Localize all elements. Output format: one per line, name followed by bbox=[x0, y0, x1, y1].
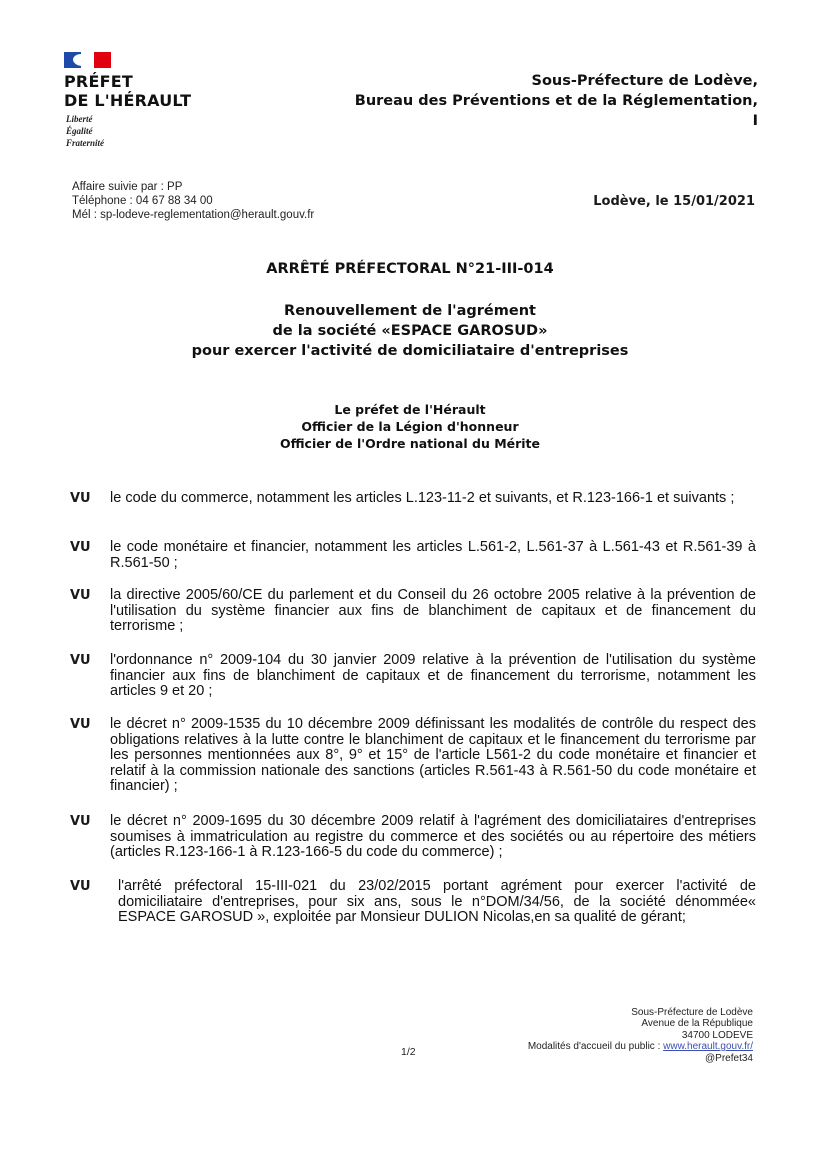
office-line-2: Bureau des Préventions et de la Réglementation, bbox=[354, 93, 758, 109]
contact-telephone: Téléphone : 04 67 88 34 00 bbox=[72, 195, 213, 207]
visa-text: l'ordonnance n° 2009-104 du 30 janvier 2009 relative à la prévention de l'utilisation du système financier aux fins de blanchiment de capitaux et de financement du terrorisme, notamment les articles 9 et 20 ; bbox=[110, 652, 756, 699]
subject-line-1: Renouvellement de l'agrément bbox=[284, 303, 536, 319]
office-line-1: Sous-Préfecture de Lodève, bbox=[531, 73, 758, 89]
logo-line-1: PRÉFET bbox=[64, 72, 133, 91]
prefet-line-2: Officier de la Légion d'honneur bbox=[301, 419, 519, 434]
marianne-flag-icon bbox=[64, 52, 111, 68]
visa-label: VU bbox=[70, 717, 91, 732]
visa-label: VU bbox=[70, 588, 91, 603]
page-number: 1/2 bbox=[401, 1046, 416, 1058]
visa-text: le code du commerce, notamment les articles L.123-11-2 et suivants, et R.123-166-1 et suivants ; bbox=[110, 490, 735, 506]
visa-label: VU bbox=[70, 491, 91, 506]
office-line-3: I bbox=[752, 113, 758, 129]
contact-affaire: Affaire suivie par : PP bbox=[72, 181, 183, 193]
visa-text: l'arrêté préfectoral 15-III-021 du 23/02/2015 portant agrément pour exercer l'activité de domiciliataire d'entreprises, pour six ans, sous le n°DOM/34/56, de la société dénommée« ESPACE GAROSUD », exploitée par Monsieur DULION Nicolas,en sa qualité de gérant; bbox=[118, 878, 756, 925]
subject-line-3: pour exercer l'activité de domiciliataire d'entreprises bbox=[191, 343, 629, 359]
footer-modalites bbox=[528, 1041, 753, 1052]
motto-fraternite: Fraternité bbox=[66, 138, 105, 148]
visa-label: VU bbox=[70, 653, 91, 668]
visa-label: VU bbox=[70, 879, 91, 894]
visa-text: le décret n° 2009-1535 du 10 décembre 2009 définissant les modalités de contrôle du respect des obligations relatives à la lutte contre le blanchiment de capitaux et le financement du terrorisme par les personnes mentionnées aux 8°, 9° et 15° de l'article L561-2 du code monétaire et financier et relatif à la commission nationale des sanctions (articles R.561-43 à R.561-50 du code monétaire et financier) ; bbox=[110, 716, 756, 794]
subject-line-2: de la société «ESPACE GAROSUD» bbox=[272, 323, 548, 339]
prefet-line-3: Officier de l'Ordre national du Mérite bbox=[279, 436, 541, 451]
logo-line-2: DE L'HÉRAULT bbox=[64, 91, 192, 110]
footer-line-1: Sous-Préfecture de Lodève bbox=[631, 1007, 753, 1018]
footer-twitter: @Prefet34 bbox=[705, 1052, 753, 1064]
visa-text: le code monétaire et financier, notamment les articles L.561-2, L.561-37 à L.561-43 et R.561-39 à R.561-50 ; bbox=[110, 539, 756, 571]
visa-label: VU bbox=[70, 540, 91, 555]
footer-line-3: 34700 LODEVE bbox=[681, 1029, 753, 1041]
contact-email[interactable]: Mél : sp-lodeve-reglementation@herault.gouv.fr bbox=[72, 209, 315, 221]
footer-modalites-label: Modalités d'accueil du public : bbox=[527, 1041, 664, 1053]
prefet-line-1: Le préfet de l'Hérault bbox=[334, 402, 486, 417]
footer-line-2: Avenue de la République bbox=[641, 1018, 753, 1030]
document-date: Lodève, le 15/01/2021 bbox=[593, 194, 755, 209]
arrete-title: ARRÊTÉ PRÉFECTORAL N°21-III-014 bbox=[266, 261, 554, 277]
footer-website-link[interactable]: www.herault.gouv.fr/ bbox=[663, 1041, 753, 1053]
visa-text: le décret n° 2009-1695 du 30 décembre 2009 relatif à l'agrément des domiciliataires d'entreprises soumises à immatriculation au registre du commerce et des sociétés ou au répertoire des métiers (articles R.123-166-1 à R.123-166-5 du code du commerce) ; bbox=[110, 813, 756, 860]
visa-label: VU bbox=[70, 814, 91, 829]
visa-text: la directive 2005/60/CE du parlement et du Conseil du 26 octobre 2005 relative à la prévention de l'utilisation du système financier aux fins de blanchiment de capitaux et de financement du terrorisme ; bbox=[110, 587, 756, 634]
motto-egalite: Égalité bbox=[66, 126, 93, 136]
motto-liberte: Liberté bbox=[66, 114, 93, 124]
footer-address bbox=[528, 1007, 753, 1064]
